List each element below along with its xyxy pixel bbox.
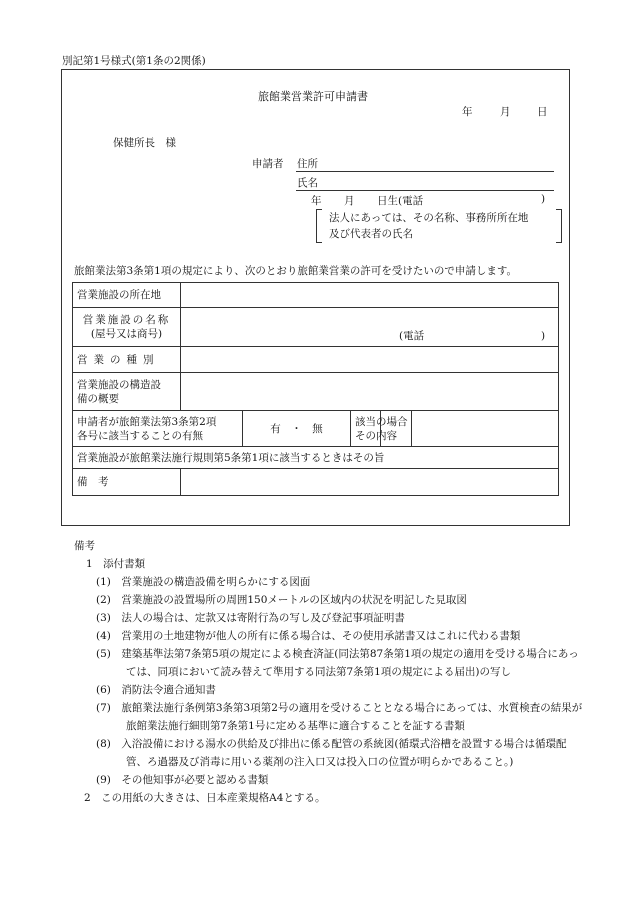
row-facility-name <box>73 308 559 347</box>
bracket-right <box>556 209 562 243</box>
dob-year: 年 <box>311 195 322 207</box>
form-title: 旅館業営業許可申請書 <box>258 90 368 103</box>
if-applicable-label <box>351 411 408 447</box>
dob-close: ) <box>541 193 546 205</box>
note-sub-4: (4) 営業用の土地建物が他人の所有に係る場合は、その使用承諾書又はこれに代わる書類 <box>96 630 521 642</box>
remarks-field[interactable] <box>181 469 559 496</box>
name-label: 氏名 <box>297 177 318 189</box>
facility-name-label <box>73 308 181 347</box>
facility-name-label-1: 営業施設の名称 <box>82 314 171 326</box>
notes-item-2: 2 この用紙の大きさは、日本産業規格A4とする。 <box>84 792 326 804</box>
note-sub-3: (3) 法人の場合は、定款又は寄附行為の写し及び登記事項証明書 <box>96 612 405 624</box>
date-month: 月 <box>500 106 511 118</box>
applicant-status-label-1: 申請者が旅館業法第3条第2項 <box>77 415 217 428</box>
note-sub-1: (1) 営業施設の構造設備を明らかにする図面 <box>96 576 311 588</box>
structure-field[interactable] <box>181 373 559 411</box>
structure-label-1: 営業施設の構造設 <box>77 378 161 391</box>
name-line <box>296 190 554 191</box>
notes-section <box>74 537 584 807</box>
dob-month: 月 <box>344 195 355 207</box>
facility-name-field[interactable] <box>181 308 559 347</box>
applicant-label: 申請者 <box>252 158 284 170</box>
remarks-label: 備 考 <box>73 469 181 496</box>
location-field[interactable] <box>181 283 559 308</box>
yes-no-choice[interactable]: 有 ・ 無 <box>243 411 351 447</box>
bracket-left <box>316 209 322 243</box>
applicant-status-label-2: 各号に該当することの有無 <box>77 429 203 442</box>
row-regulation <box>73 447 559 469</box>
notes-heading: 備考 <box>74 540 95 552</box>
row-applicant-status <box>73 411 559 447</box>
note-sub-9: (9) その他知事が必要と認める書類 <box>96 774 269 786</box>
phone-close: ) <box>541 330 546 342</box>
row-remarks <box>73 469 559 496</box>
note-sub-2: (2) 営業施設の設置場所の周囲150メートルの区域内の状況を明記した見取図 <box>96 594 467 606</box>
date-year: 年 <box>462 106 473 118</box>
note-sub-5: (5) 建築基準法第7条第5項の規定による検査済証(同法第87条第1項の規定の適用を受ける場合にあっては、同項において読み替えて準用する同法第7条第1項の規定による届出)の写し <box>96 648 579 678</box>
note-sub-8: (8) 入浴設備における湯水の供給及び排出に係る配管の系統図(循環式浴槽を設置する場合は循環配管、ろ過器及び消毒に用いる薬剤の注入口又は投入口の位置が明らかであること。) <box>96 738 567 768</box>
application-table <box>72 282 559 496</box>
if-applicable-label-2: その内容 <box>355 429 397 442</box>
dob-day-phone: 日生(電話 <box>377 195 424 207</box>
corp-note-2: 及び代表者の氏名 <box>329 228 413 240</box>
row-business-type <box>73 347 559 373</box>
regulation-label: 営業施設が旅館業法施行規則第5条第1項に該当するときはその旨 <box>73 447 559 469</box>
applicant-status-label <box>73 411 243 447</box>
structure-label <box>73 373 181 411</box>
location-label: 営業施設の所在地 <box>73 283 181 308</box>
facility-name-label-2: (屋号又は商号) <box>90 328 163 340</box>
address-line <box>296 171 554 172</box>
row-structure <box>73 373 559 411</box>
business-type-field[interactable] <box>181 347 559 373</box>
structure-label-2: 備の概要 <box>77 392 119 405</box>
address-label: 住所 <box>297 158 318 170</box>
if-applicable-divider <box>411 411 558 446</box>
row-location <box>73 283 559 308</box>
corp-note-1: 法人にあっては、その名称、事務所所在地 <box>329 212 529 224</box>
addressee: 保健所長 様 <box>113 137 176 149</box>
business-type-label: 営業の種別 <box>73 347 181 373</box>
note-sub-7: (7) 旅館業法施行条例第3条第3項第2号の適用を受けることとなる場合にあっては、水質検査の結果が旅館業法施行細則第7条第1号に定める基準に適合することを証する書類 <box>96 702 583 732</box>
date-day: 日 <box>537 106 548 118</box>
phone-label: (電話 <box>399 330 425 342</box>
form-number: 別記第1号様式(第1条の2関係) <box>62 55 206 67</box>
application-statement: 旅館業法第3条第1項の規定により、次のとおり旅館業営業の許可を受けたいので申請します。 <box>74 265 518 277</box>
notes-item-1: 1 添付書類 <box>86 558 146 570</box>
if-applicable-label-1: 該当の場合 <box>355 415 408 428</box>
note-sub-6: (6) 消防法令適合通知書 <box>96 684 216 696</box>
